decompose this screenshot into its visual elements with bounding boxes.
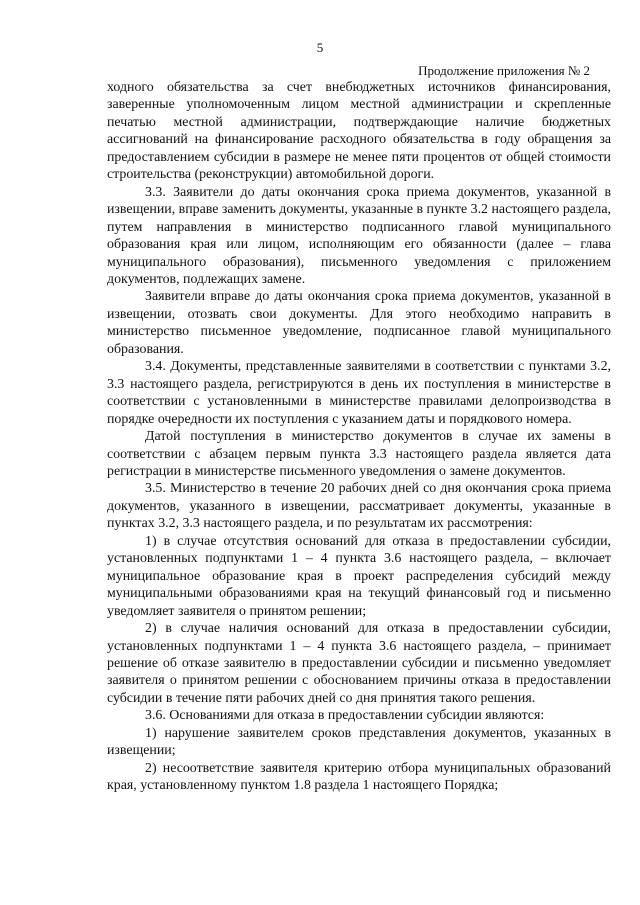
paragraph-3-6-item-2: 2) несоответствие заявителя критерию отбора муниципальных образований края, установленному пунктом 1.8 раздела 1 настоящего Порядка; — [107, 760, 611, 794]
paragraph-3-6-item-1: 1) нарушение заявителем сроков представления документов, указанных в извещении; — [107, 725, 611, 759]
paragraph-3-4: 3.4. Документы, представленные заявителями в соответствии с пунктами 3.2, 3.3 настоящего раздела, регистрируются в день их поступления в министерстве в соответствии с установленными в министерстве правилами делопроизводства в порядке очередности их поступления с указанием даты и порядкового номера. — [107, 359, 611, 427]
page-number: 5 — [316, 40, 324, 55]
appendix-continuation-label: Продолжение приложения № 2 — [418, 63, 590, 78]
paragraph-3-5-item-2: 2) в случае наличия оснований для отказа в предоставлении субсидии, установленных подпунктами 1 – 4 пункта 3.6 настоящего раздела, – принимает решение об отказе заявителю в предоставлении субсидии и письменно уведомляет заявителя о принятом решении с обоснованием причины отказа в предоставлении субсидии в течение пяти рабочих дней со дня принятия такого решения. — [107, 621, 611, 706]
paragraph-3-5-item-1: 1) в случае отсутствия оснований для отказа в предоставлении субсидии, установленных подпунктами 1 – 4 пункта 3.6 настоящего раздела, – включает муниципальное образование края в проект распределения субсидий между муниципальными образованиями края на текущий финансовый год и письменно уведомляет заявителя о принятом решении; — [107, 533, 611, 619]
paragraph-3-6: 3.6. Основаниями для отказа в предоставлении субсидии являются: — [145, 708, 545, 724]
paragraph-3-5: 3.5. Министерство в течение 20 рабочих дней со дня окончания срока приема документов, указанного в извещении, рассматривает документы, указанные в пунктах 3.2, 3.3 настоящего раздела, и по результатам их рассмотрения: — [107, 481, 611, 532]
paragraph-3-3: 3.3. Заявители до даты окончания срока приема документов, указанной в извещении, вправе заменить документы, указанные в пункте 3.2 настоящего раздела, путем направления в министерство подписанного главой муниципального образования края или лицом, исполняющим его обязанности (далее – глава муниципального образования), письменного уведомления с приложением документов, подлежащих замене. — [107, 184, 611, 287]
paragraph-receipt-date: Датой поступления в министерство документов в случае их замены в соответствии с абзацем первым пункта 3.3 настоящего раздела является дата регистрации в министерстве письменного уведомления о замене документов. — [107, 429, 611, 479]
paragraph-withdrawal: Заявители вправе до даты окончания срока приема документов, указанной в извещении, отозвать свои документы. Для этого необходимо направить в министерство письменное уведомление, подписанное главой муниципального образования. — [107, 289, 611, 357]
document-body — [107, 79, 611, 795]
paragraph-continued: ходного обязательства за счет внебюджетных источников финансирования, заверенные уполномоченным лицом местной администрации и скрепленные печатью местной администрации, подтверждающие наличие бюджетных ассигнований на финансирование расходного обязательства в году обращения за предоставлением субсидии в размере не менее пяти процентов от общей стоимости строительства (реконструкции) автомобильной дороги. — [107, 80, 611, 183]
